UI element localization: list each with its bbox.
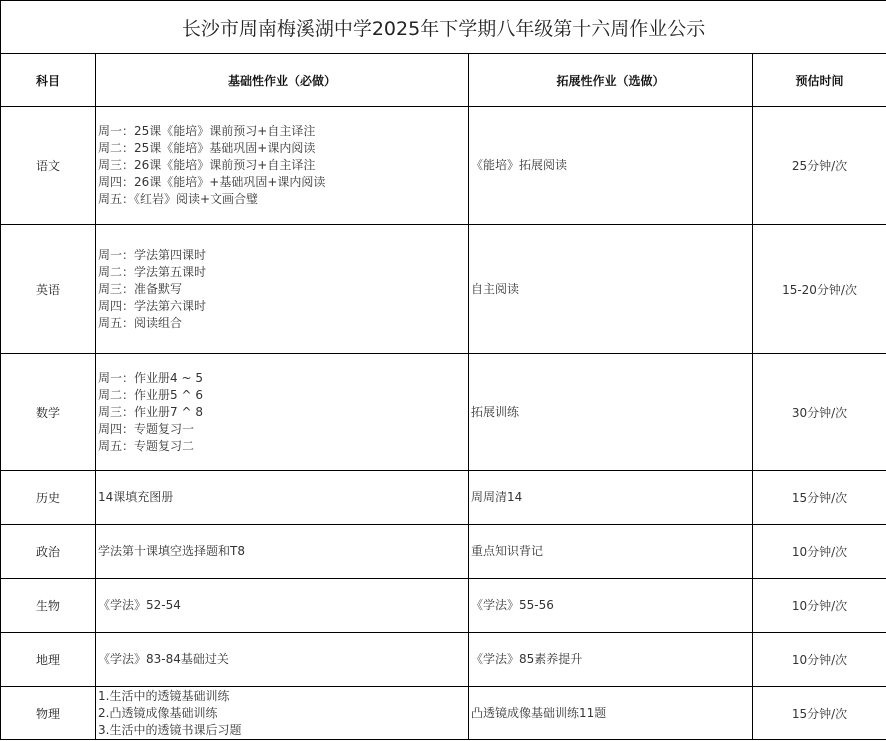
homework-line: 3.生活中的透镜书课后习题 [98, 722, 242, 737]
extended-homework-cell: 《学法》85素养提升 [469, 633, 753, 687]
table-row-english [1, 225, 886, 354]
basic-homework-cell [96, 225, 469, 354]
basic-homework-cell: 学法第十课填空选择题和T8 [96, 525, 469, 579]
homework-line: 1.生活中的透镜基础训练 [98, 688, 230, 703]
basic-homework-cell: 《学法》83-84基础过关 [96, 633, 469, 687]
basic-homework-cell [96, 354, 469, 471]
homework-line: 周四：26课《能培》+基础巩固+课内阅读 [98, 175, 326, 189]
table-row-chinese [1, 107, 886, 225]
subject-cell: 英语 [1, 225, 96, 354]
extended-homework-cell: 凸透镜成像基础训练11题 [469, 687, 753, 740]
estimated-time-cell: 15-20分钟/次 [753, 225, 886, 354]
estimated-time-cell: 25分钟/次 [753, 107, 886, 225]
homework-line: 周二：25课《能培》基础巩固+课内阅读 [98, 141, 316, 155]
extended-homework-cell: 重点知识背记 [469, 525, 753, 579]
column-header-extended: 拓展性作业（选做） [469, 54, 753, 107]
table-row-geography [1, 633, 886, 687]
table-row-biology [1, 579, 886, 633]
estimated-time-cell: 15分钟/次 [753, 471, 886, 525]
homework-line: 周五：专题复习二 [98, 438, 195, 453]
extended-homework-cell: 周周清14 [469, 471, 753, 525]
homework-line: 周一：学法第四课时 [98, 247, 207, 262]
homework-line: 2.凸透镜成像基础训练 [98, 705, 218, 720]
table-row-politics [1, 525, 886, 579]
estimated-time-cell: 15分钟/次 [753, 687, 886, 740]
extended-homework-cell: 《学法》55-56 [469, 579, 753, 633]
homework-line: 周五：阅读组合 [98, 315, 183, 330]
homework-line: 周四：专题复习一 [98, 421, 195, 436]
subject-cell: 生物 [1, 579, 96, 633]
basic-homework-cell [96, 687, 469, 740]
homework-line: 周五：《红岩》阅读+文画合璧 [98, 192, 259, 206]
estimated-time-cell: 30分钟/次 [753, 354, 886, 471]
homework-line: 周四：学法第六课时 [98, 298, 207, 313]
table-row-physics [1, 687, 886, 740]
table-row-math [1, 354, 886, 471]
basic-homework-cell: 《学法》52-54 [96, 579, 469, 633]
homework-line: 周三：准备默写 [98, 281, 183, 296]
title-row [1, 1, 886, 54]
estimated-time-cell: 10分钟/次 [753, 579, 886, 633]
column-header-subject: 科目 [1, 54, 96, 107]
subject-cell: 语文 [1, 107, 96, 225]
basic-homework-cell [96, 107, 469, 225]
header-row [1, 54, 886, 107]
estimated-time-cell: 10分钟/次 [753, 525, 886, 579]
subject-cell: 地理 [1, 633, 96, 687]
subject-cell: 历史 [1, 471, 96, 525]
estimated-time-cell: 10分钟/次 [753, 633, 886, 687]
extended-homework-cell: 自主阅读 [469, 225, 753, 354]
extended-homework-cell: 拓展训练 [469, 354, 753, 471]
subject-cell: 政治 [1, 525, 96, 579]
basic-homework-cell: 14课填充图册 [96, 471, 469, 525]
subject-cell: 数学 [1, 354, 96, 471]
homework-line: 周一：25课《能培》课前预习+自主译注 [98, 124, 316, 138]
homework-line: 周三：作业册7 ^ 8 [98, 404, 203, 419]
column-header-basic: 基础性作业（必做） [96, 54, 469, 107]
column-header-time: 预估时间 [753, 54, 886, 107]
page-title: 长沙市周南梅溪湖中学2025年下学期八年级第十六周作业公示 [1, 1, 886, 54]
homework-line: 周一：作业册4 ~ 5 [98, 370, 203, 385]
homework-line: 周二：作业册5 ^ 6 [98, 387, 203, 402]
extended-homework-cell: 《能培》拓展阅读 [469, 107, 753, 225]
homework-line: 周三：26课《能培》课前预习+自主译注 [98, 158, 316, 172]
table-row-history [1, 471, 886, 525]
homework-line: 周二：学法第五课时 [98, 264, 207, 279]
subject-cell: 物理 [1, 687, 96, 740]
